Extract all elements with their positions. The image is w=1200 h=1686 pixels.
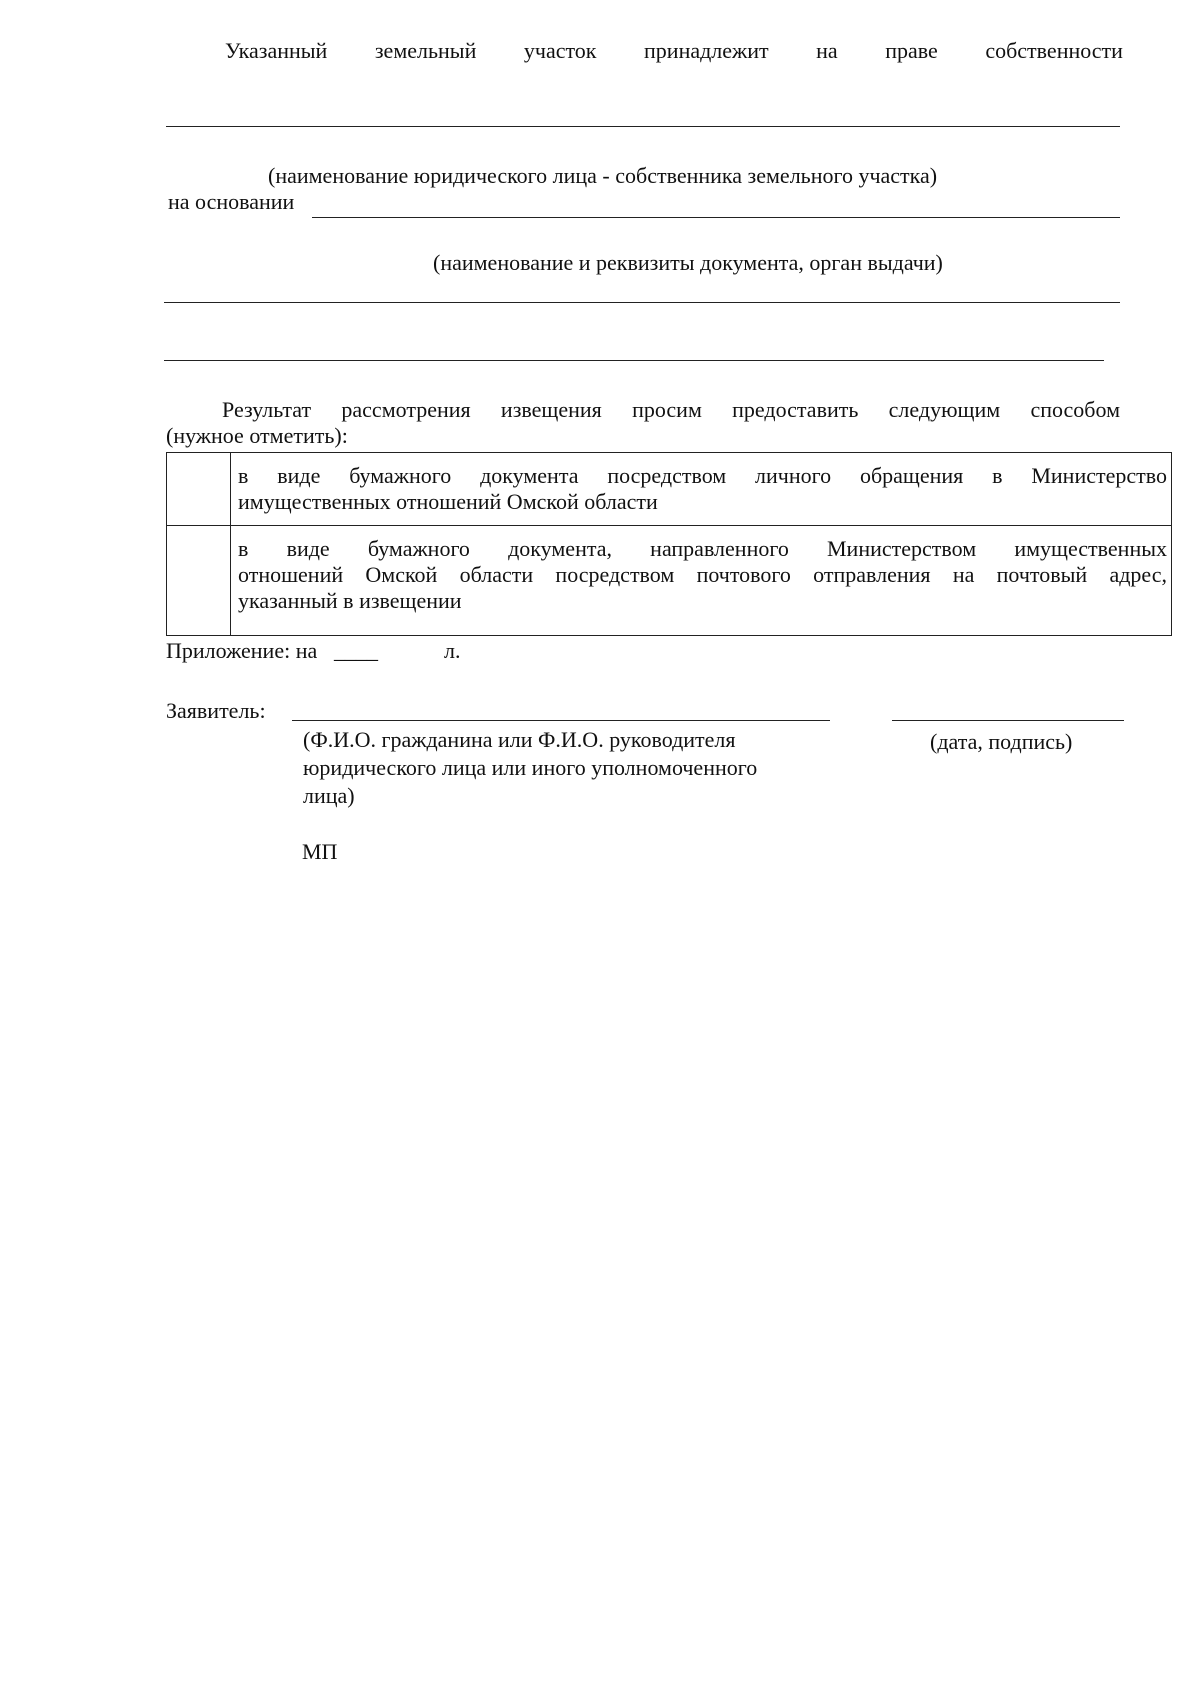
attachment-unit: л. — [444, 638, 461, 663]
word: земельный — [374, 38, 477, 63]
applicant-name-caption: юридического лица или иного уполномоченного — [303, 755, 758, 780]
word: Указанный — [225, 38, 328, 63]
option-checkbox-mail[interactable] — [167, 526, 231, 636]
applicant-label: Заявитель: — [166, 698, 266, 723]
option-text-line: имущественных отношений Омской области — [238, 489, 658, 514]
option-text-line: в виде бумажного документа, направленного Министерством имущественных — [238, 536, 1167, 561]
seal-placeholder: МП — [302, 839, 338, 864]
owner-name-line[interactable] — [166, 126, 1120, 127]
delivery-option-row — [167, 453, 1172, 526]
delivery-option-row — [167, 526, 1172, 636]
basis-caption: (наименование и реквизиты документа, орган выдачи) — [433, 250, 943, 275]
basis-label: на основании — [168, 189, 295, 214]
owner-caption: (наименование юридического лица - собственника земельного участка) — [268, 163, 938, 188]
word: собственности — [985, 38, 1123, 63]
date-signature-caption: (дата, подпись) — [930, 729, 1073, 754]
delivery-options-table — [166, 452, 1172, 636]
applicant-date-signature-line[interactable] — [892, 720, 1124, 721]
option-text — [231, 526, 1172, 636]
option-text-line: в виде бумажного документа посредством личного обращения в Министерство — [238, 463, 1167, 488]
word: принадлежит — [644, 38, 769, 63]
option-text — [231, 453, 1172, 526]
ownership-statement — [225, 38, 1123, 64]
applicant-name-caption: лица) — [303, 783, 355, 808]
basis-continuation-line-2[interactable] — [164, 360, 1104, 361]
word: на — [816, 38, 838, 63]
applicant-name-line[interactable] — [292, 720, 830, 721]
word: праве — [885, 38, 938, 63]
option-checkbox-personal[interactable] — [167, 453, 231, 526]
basis-continuation-line-1[interactable] — [164, 302, 1120, 303]
applicant-name-caption: (Ф.И.О. гражданина или Ф.И.О. руководителя — [303, 727, 736, 752]
attachment-label: Приложение: на — [166, 638, 318, 663]
attachment-pages-blank[interactable]: ____ — [334, 638, 378, 663]
option-text-line: указанный в извещении — [238, 588, 462, 613]
result-method-hint: (нужное отметить): — [166, 423, 348, 448]
word: участок — [523, 38, 597, 63]
result-method-text: Результат рассмотрения извещения просим предоставить следующим способом — [222, 397, 1120, 422]
basis-line[interactable] — [312, 217, 1120, 218]
option-text-line: отношений Омской области посредством почтового отправления на почтовый адрес, — [238, 562, 1167, 587]
